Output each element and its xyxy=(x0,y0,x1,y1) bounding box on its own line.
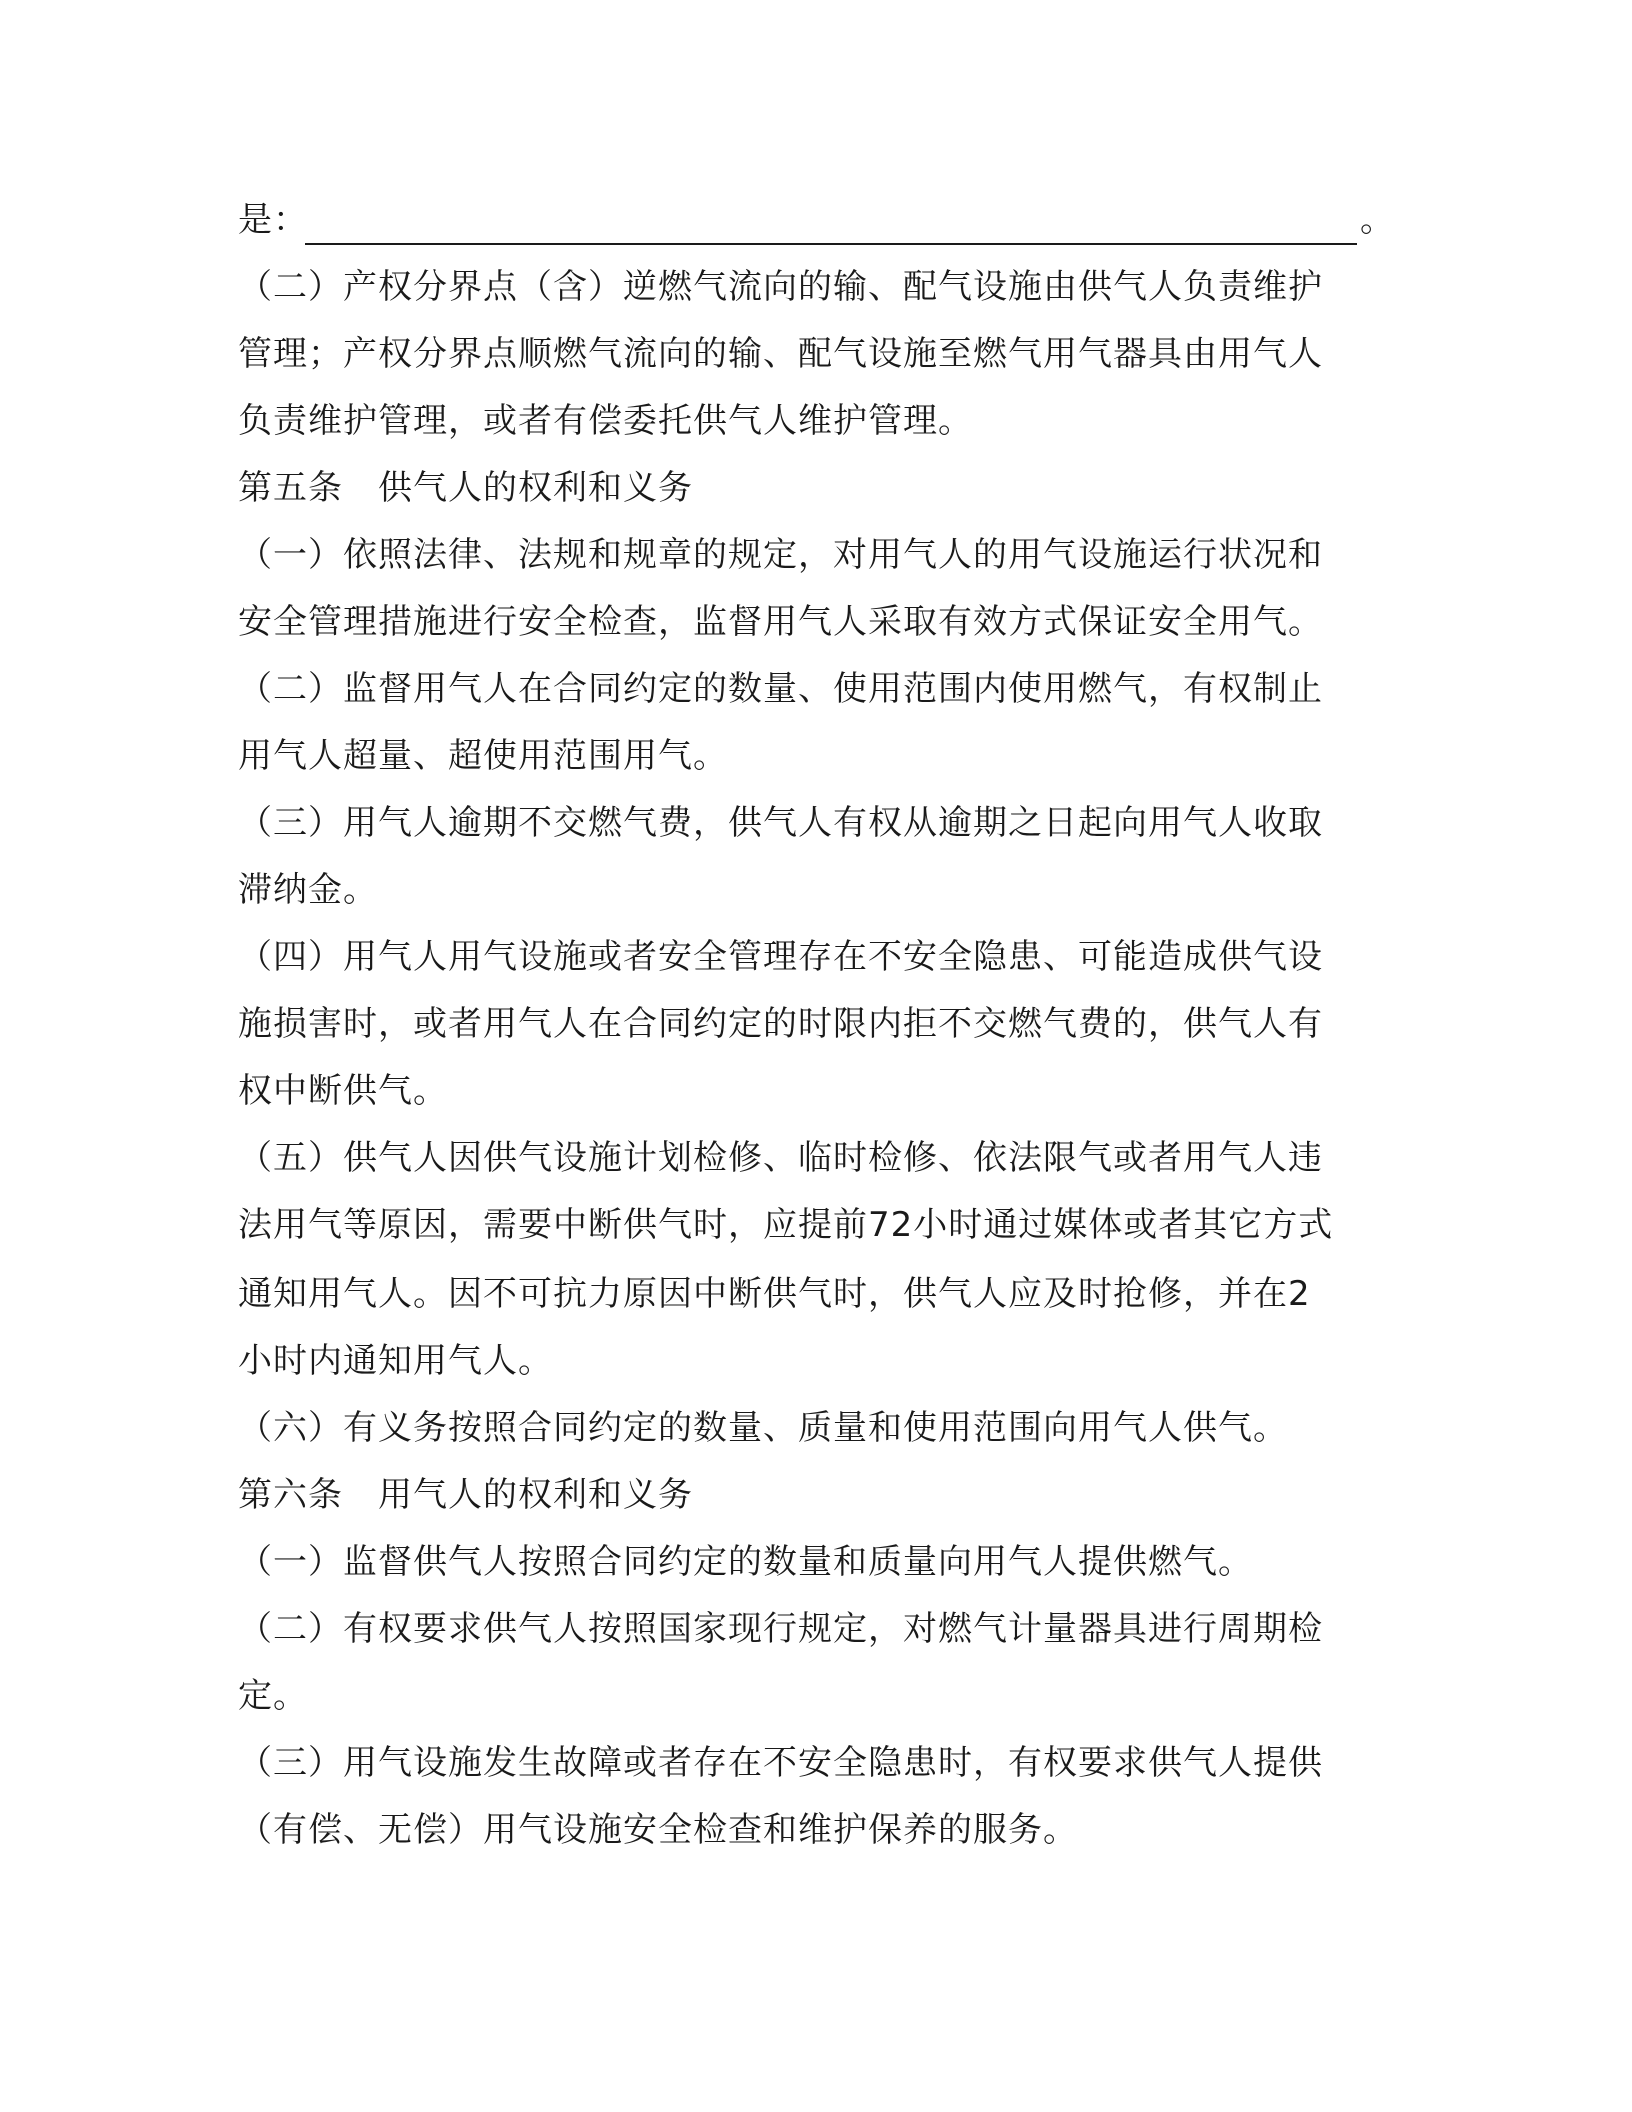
text-line: （二）有权要求供气人按照国家现行规定，对燃气计量器具进行周期检 xyxy=(238,1609,1323,1649)
fill-in-label: 是： xyxy=(238,200,308,240)
text-line: （六）有义务按照合同约定的数量、质量和使用范围向用气人供气。 xyxy=(238,1408,1288,1448)
text-line: 定。 xyxy=(238,1676,308,1716)
text-line: 小时内通知用气人。 xyxy=(238,1341,553,1381)
text-line: 法用气等原因，需要中断供气时，应提前72小时通过媒体或者其它方式 xyxy=(238,1205,1334,1245)
text-line: 负责维护管理，或者有偿委托供气人维护管理。 xyxy=(238,401,973,441)
text-line: （二）监督用气人在合同约定的数量、使用范围内使用燃气，有权制止 xyxy=(238,669,1323,709)
text-line: （有偿、无偿）用气设施安全检查和维护保养的服务。 xyxy=(238,1810,1078,1850)
text-line: （二）产权分界点（含）逆燃气流向的输、配气设施由供气人负责维护 xyxy=(238,267,1323,307)
fill-in-end-mark: 。 xyxy=(1360,200,1394,240)
text-line: （一）监督供气人按照合同约定的数量和质量向用气人提供燃气。 xyxy=(238,1542,1253,1582)
text-line: （四）用气人用气设施或者安全管理存在不安全隐患、可能造成供气设 xyxy=(238,937,1323,977)
text-line: （三）用气设施发生故障或者存在不安全隐患时，有权要求供气人提供 xyxy=(238,1743,1323,1783)
text-line: 管理；产权分界点顺燃气流向的输、配气设施至燃气用气器具由用气人 xyxy=(238,334,1323,374)
fill-in-blank-line xyxy=(305,243,1357,245)
article-heading: 第五条 供气人的权利和义务 xyxy=(238,468,693,508)
text-line: 权中断供气。 xyxy=(238,1071,448,1111)
text-line: 安全管理措施进行安全检查，监督用气人采取有效方式保证安全用气。 xyxy=(238,602,1323,642)
text-line: （五）供气人因供气设施计划检修、临时检修、依法限气或者用气人违 xyxy=(238,1138,1323,1178)
article-heading: 第六条 用气人的权利和义务 xyxy=(238,1475,693,1515)
text-line: 通知用气人。因不可抗力原因中断供气时，供气人应及时抢修，并在2 xyxy=(238,1274,1311,1314)
text-line: 施损害时，或者用气人在合同约定的时限内拒不交燃气费的，供气人有 xyxy=(238,1004,1323,1044)
text-line: （三）用气人逾期不交燃气费，供气人有权从逾期之日起向用气人收取 xyxy=(238,803,1323,843)
text-line: （一）依照法律、法规和规章的规定，对用气人的用气设施运行状况和 xyxy=(238,535,1323,575)
text-line: 滞纳金。 xyxy=(238,870,378,910)
text-line: 用气人超量、超使用范围用气。 xyxy=(238,736,728,776)
